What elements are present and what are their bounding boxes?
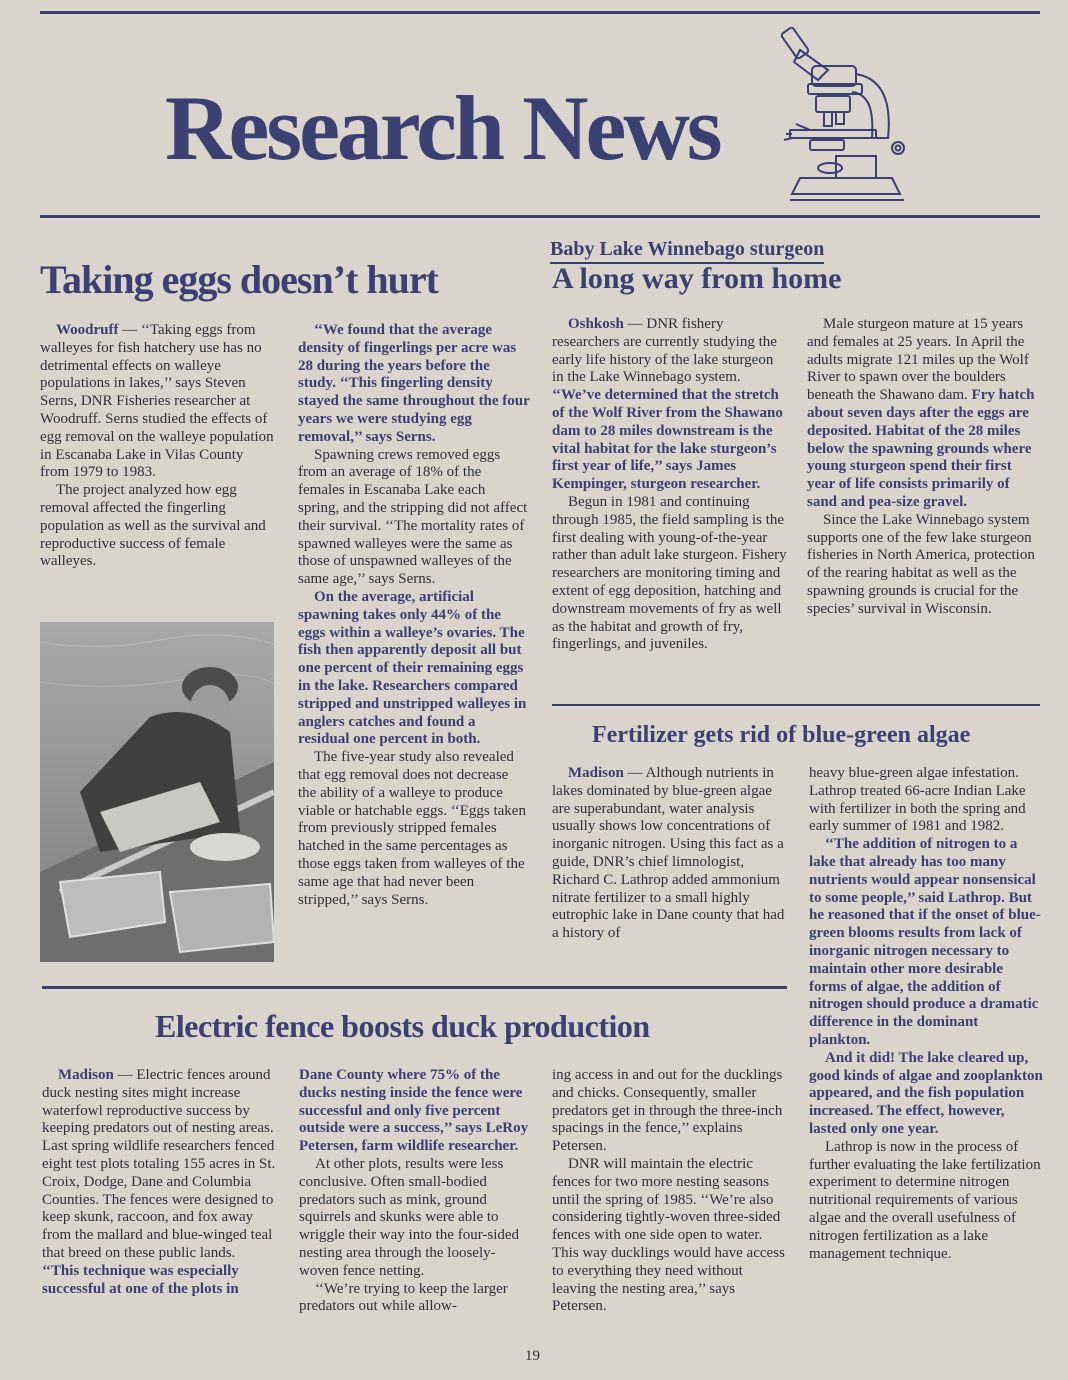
paragraph: The five-year study also revealed that egg removal does not decrease the ability of a walleye to produce viable or hatchable eggs. ‘‘Eggs taken from previously stripped females hatched in the same percentages as those eggs taken from walleyes of the same age that had never been stripped,’’ says Serns. [298,749,526,908]
paragraph: DNR will maintain the electric fences for two more nesting seasons until the spring of 1985. ‘‘We’re also considering tightly-woven three-sided fences with one side open to water. This way ducklings would have access to everything they need without leaving the nesting area,’’ says Petersen. [552,1155,785,1315]
article4-col1 [42,1067,276,1298]
paragraph: — Although nutrients in lakes dominated by blue-green algae are superabundant, water analysis usually shows low concentrations of inorganic nitrogen. Using this fact as a guide, DNR’s chief limnologist, Richard C. Lathrop added ammonium nitrate fertilizer to a small highly eutrophic lake in Dane county that had a history of [552,765,785,942]
article4-rule [42,986,787,989]
paragraph: ing access in and out for the ducklings and chicks. Consequently, smaller predators get in through the three-inch spacings in the fence,’’ explains Petersen. [552,1067,783,1155]
dateline: Madison [58,1067,114,1083]
paragraph: At other plots, results were less conclusive. Often small-bodied predators such as mink, ground squirrels and skunks were able to wriggle their way into the four-sided nesting area through the loosely-woven fence netting. [299,1155,520,1279]
paragraph-bold: ‘‘We’ve determined that the stretch of the Wolf River from the Shawano dam to 28 miles downstream is the vital habitat for the lake sturgeon’s first year of life,’’ says James Kempinger, sturgeon researcher. [552,387,783,493]
paragraph-bold: ‘‘This technique was especially successful at one of the plots in [42,1262,239,1297]
masthead-title: Research News [165,77,720,179]
paragraph: Begun in 1981 and continuing through 1985, the field sampling is the first dealing with young-of-the-year rather than adult lake sturgeon. Fishery researchers are monitoring timing and extent of egg deposition, hatching and downstream movements of fry as well as the habitat and growth of fry, fingerlings, and juveniles. [552,493,787,653]
paragraph-bold: Fry hatch about seven days after the eggs are deposited. Habitat of the 28 miles below the spawning grounds where young sturgeon spend their first year of life consists primarily of sand and pea-size gravel. [807,387,1035,510]
article3-headline: Fertilizer gets rid of blue-green algae [592,722,971,748]
paragraph: The project analyzed how egg removal affected the fingerling population as well as the survival and reproductive success of female walleyes. [40,482,266,570]
fisherman-photo [40,622,274,962]
article2-col2 [807,316,1043,619]
article3-col1 [552,765,788,943]
paragraph: — Electric fences around duck nesting sites might increase waterfowl reproductive success by keeping predators out of nesting areas. Last spring wildlife researchers fenced eight test plots totaling 155 acres in St. Croix, Dodge, Dane and Columbia Counties. The fences were designed to keep skunk, raccoon, and fox away from the mallard and blue-winged teal that breed on these public lands. [42,1067,276,1261]
paragraph: Lathrop is now in the process of further evaluating the lake fertilization experiment to determine nitrogen nutritional requirements of various algae and the overall usefulness of nitrogen fertilization as a lake management technique. [809,1138,1041,1262]
page-number: 19 [525,1348,540,1364]
paragraph-bold: ‘‘The addition of nitrogen to a lake that already has too many nutrients would appear nonsensical to some people,’’ said Lathrop. But he reasoned that if the onset of blue-green blooms results from lack of inorganic nitrogen necessary to maintain other more desirable forms of algae, the addition of nitrogen should produce a dramatic difference in the dominant plankton. [809,836,1041,1048]
paragraph-bold: ‘‘We found that the average density of fingerlings per acre was 28 during the years before the study. ‘‘This fingerling density stayed the same throughout the four years we were studying egg removal,’’ says Serns. [298,322,530,445]
paragraph-bold: Dane County where 75% of the ducks nesting inside the fence were successful and only five percent outside were a success,’’ says LeRoy Petersen, farm wildlife researcher. [299,1067,529,1155]
paragraph: — ‘‘Taking eggs from walleyes for fish hatchery use has no detrimental effects on walleye populations in lakes,’’ says Steven Serns, DNR Fisheries researcher at Woodruff. Serns studied the effects of egg removal on the walleye population in Escanaba Lake in Vilas County from 1979 to 1983. [40,322,274,481]
paragraph: — DNR fishery researchers are currently studying the early life history of the lake sturgeon in the Lake Winnebago system. [552,316,777,386]
paragraph: Male sturgeon mature at 15 years and females at 25 years. In April the adults migrate 121 miles up the Wolf River to spawn over the boulders beneath the Shawano dam. [807,316,1029,404]
article1-headline: Taking eggs doesn’t hurt [40,257,438,302]
paragraph: heavy blue-green algae infestation. Lathrop treated 66-acre Indian Lake with fertilizer in both the spring and early summer of 1981 and 1982. [809,765,1026,835]
article2-kicker: Baby Lake Winnebago sturgeon [550,238,824,264]
dateline: Woodruff [56,322,119,338]
article4-col3 [552,1067,786,1316]
paragraph-bold: And it did! The lake cleared up, good kinds of algae and zooplankton appeared, and the fish population increased. The effect, however, lasted only one year. [809,1049,1043,1137]
dateline: Oshkosh [568,316,624,332]
top-rule [40,11,1040,14]
paragraph: Since the Lake Winnebago system supports one of the few lake sturgeon fisheries in North America, protection of the rearing habitat as well as the spawning grounds is crucial for the species’ survival in Wisconsin. [807,511,1035,617]
article3-col2 [809,765,1043,1263]
microscope-icon [780,18,915,204]
paragraph: ‘‘We’re trying to keep the larger predators out while allow- [299,1280,508,1315]
masthead-rule [40,215,1040,218]
article2-col1 [552,316,788,654]
article4-col2 [299,1067,533,1316]
paragraph-bold: On the average, artificial spawning takes only 44% of the eggs within a walleye’s ovaries. The fish then apparently deposit all but one percent of their remaining eggs in the lake. Researchers compared stripped and unstripped walleyes in anglers catches and found a residual one percent in both. [298,588,527,748]
article3-rule [552,704,1040,706]
article1-col1 [40,322,276,571]
article2-headline: A long way from home [552,262,842,295]
article4-headline: Electric fence boosts duck production [155,1008,650,1044]
paragraph: Spawning crews removed eggs from an average of 18% of the females in Escanaba Lake each spring, and the stripping did not affect their survival. ‘‘The mortality rates of spawned walleyes were the same as those of unspawned walleyes of the same age,’’ says Serns. [298,446,528,588]
article1-col2 [298,322,530,909]
dateline: Madison [568,765,624,781]
